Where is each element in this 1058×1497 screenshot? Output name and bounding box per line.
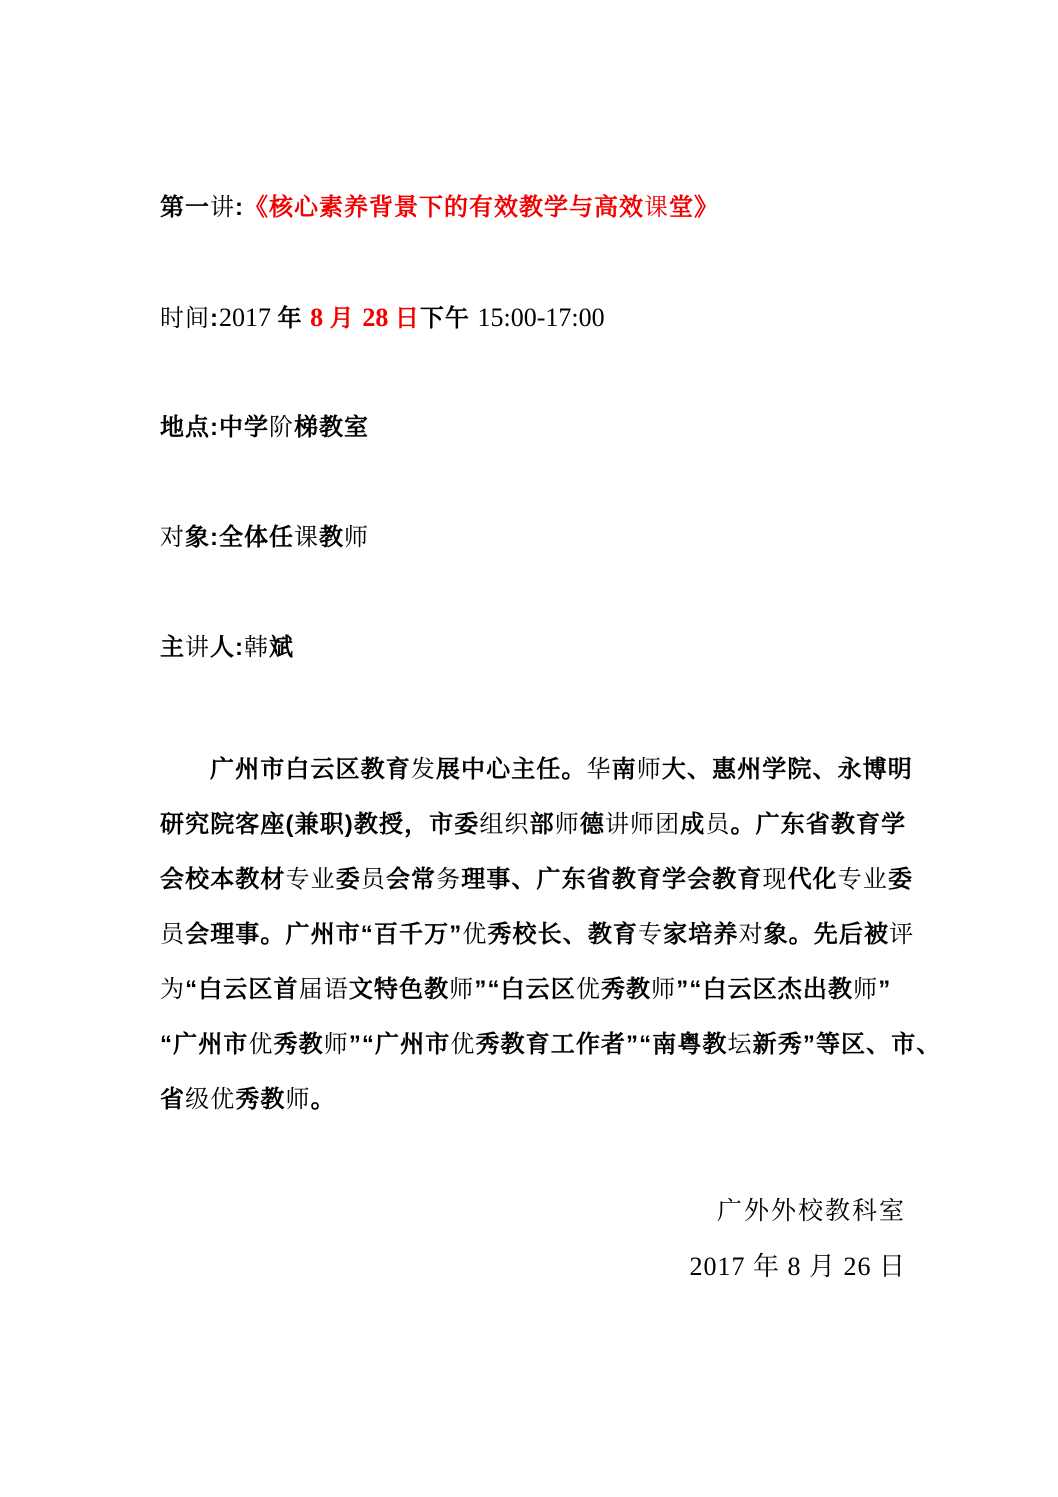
text-run: 会常 (385, 866, 437, 893)
text-run: 师 (554, 811, 580, 838)
text-run: 2017 (219, 303, 278, 332)
bio-line (160, 797, 906, 852)
text-run: “广州市 (160, 1031, 249, 1058)
text-run: 研究院客座(兼职)教授，市委 (160, 811, 480, 838)
text-run: 秀教 (235, 1086, 286, 1113)
text-run: 理事、广东省教育学会教育 (461, 866, 763, 893)
text-run: 课 (644, 194, 669, 221)
text-run: 秀校长、教育 (487, 921, 639, 948)
text-run: 组 (479, 811, 505, 838)
text-run: 《核心素养背景下的有效教学与高效 (244, 194, 644, 221)
text-run: 省 (160, 1086, 186, 1113)
text-run: 对 (160, 524, 185, 551)
text-run: 讲 (185, 634, 210, 661)
text-run: ” (878, 976, 892, 1003)
text-run: 堂》 (669, 194, 719, 221)
text-run: 秀教育工作者”“南粤教 (475, 1031, 728, 1058)
text-run: 。广东省教育学 (730, 811, 907, 838)
text-run: 师 (449, 976, 475, 1003)
bio-line (160, 962, 906, 1017)
speaker-bio (160, 730, 942, 1127)
text-run: 月 (329, 305, 363, 332)
text-run: 家培养 (663, 921, 739, 948)
text-run: 间 (185, 305, 210, 332)
text-run: 广州市白云区教育 (210, 756, 411, 783)
text-run: 秀教 (273, 1031, 324, 1058)
text-run: 第一 (160, 194, 210, 221)
text-run: 广外外校教科室 (716, 1197, 906, 1225)
text-run: 会理事。广州市“百千万” (185, 921, 463, 948)
text-run: ”“广州市 (348, 1031, 451, 1058)
text-run: 韩 (244, 634, 269, 661)
text-run: 业 (862, 866, 888, 893)
text-run: 华 (586, 756, 612, 783)
text-run: 师 (344, 524, 369, 551)
closing-block (160, 1184, 906, 1294)
text-run: 秀教 (600, 976, 652, 1003)
text-run: 2017 年 8 月 26 日 (689, 1252, 906, 1281)
text-run: 日 (394, 305, 420, 332)
text-run: 优 (462, 921, 488, 948)
text-run: 8 (310, 303, 330, 332)
bio-line (160, 852, 914, 907)
text-run: 师 (636, 756, 662, 783)
text-run: 优 (450, 1031, 476, 1058)
text-run: 教 (319, 524, 344, 551)
bio-line (160, 742, 913, 797)
text-run: 专 (837, 866, 863, 893)
text-run: 员 (360, 866, 386, 893)
text-run: 阶 (269, 414, 294, 441)
text-run: : (210, 305, 219, 332)
text-run: “白云区首 (185, 976, 299, 1003)
text-run: 会校本教材 (160, 866, 286, 893)
text-run: 28 (362, 303, 395, 332)
text-run: 师 (651, 976, 677, 1003)
bio-line (160, 1017, 942, 1072)
document-date (160, 1239, 906, 1294)
text-run: 代化 (787, 866, 838, 893)
text-run: 师 (853, 976, 879, 1003)
text-run: 优 (210, 1086, 236, 1113)
text-run: 象。先后被 (763, 921, 890, 948)
text-run: 委 (335, 866, 361, 893)
text-run: 师 (630, 811, 656, 838)
text-run: 织 (504, 811, 530, 838)
text-run: 委 (887, 866, 914, 893)
text-run: 专 (638, 921, 664, 948)
text-run: 15:00-17:00 (477, 303, 605, 332)
lecture-title (160, 180, 906, 235)
text-run: 课 (294, 524, 319, 551)
text-run: 业 (310, 866, 336, 893)
text-run: 梯教室 (294, 414, 369, 441)
text-run: 级 (185, 1086, 211, 1113)
text-run: 部 (529, 811, 555, 838)
text-run: 优 (575, 976, 601, 1003)
text-run: 务 (436, 866, 462, 893)
bio-line (160, 907, 915, 962)
text-run: 届 (298, 976, 324, 1003)
text-run: 大、惠州学院、永博明 (661, 756, 913, 783)
field-location (160, 400, 906, 455)
text-run: 德 (579, 811, 605, 838)
text-run: 年 (277, 305, 311, 332)
text-run: 人: (210, 634, 244, 661)
text-run: 新秀”等区、市、 (752, 1031, 942, 1058)
text-run: 讲 (604, 811, 631, 838)
signature (160, 1184, 906, 1239)
text-run: 师 (285, 1086, 311, 1113)
text-run: 地点:中学 (160, 414, 269, 441)
text-run: 语 (323, 976, 349, 1003)
text-run: 员 (160, 921, 186, 948)
field-audience (160, 510, 906, 565)
text-run: 为 (160, 976, 186, 1003)
text-run: 文特色教 (348, 976, 450, 1003)
text-run: 优 (248, 1031, 274, 1058)
document-content (160, 180, 942, 1294)
text-run: 坛 (727, 1031, 753, 1058)
text-run: 团 (655, 811, 681, 838)
text-run: 师 (323, 1031, 349, 1058)
text-run: 。 (310, 1086, 336, 1113)
text-run: 主 (160, 634, 185, 661)
field-time (160, 290, 906, 345)
text-run: 南 (611, 756, 637, 783)
field-speaker (160, 620, 906, 675)
bio-line (160, 1072, 906, 1127)
text-run: 发 (410, 756, 436, 783)
text-run: 评 (889, 921, 915, 948)
text-run: 员 (705, 811, 731, 838)
text-run: 象:全体任 (185, 524, 294, 551)
text-run: 专 (285, 866, 311, 893)
text-run: 展中心主任。 (435, 756, 587, 783)
text-run: ”“白云区 (474, 976, 576, 1003)
text-run: 讲 (210, 194, 235, 221)
text-run: 时 (160, 305, 185, 332)
text-run: 成 (680, 811, 706, 838)
text-run: 斌 (269, 634, 294, 661)
text-run: ”“白云区杰出教 (676, 976, 854, 1003)
text-run: 下午 (419, 305, 478, 332)
text-run: : (235, 194, 244, 221)
text-run: 现 (762, 866, 788, 893)
text-run: 对 (738, 921, 764, 948)
